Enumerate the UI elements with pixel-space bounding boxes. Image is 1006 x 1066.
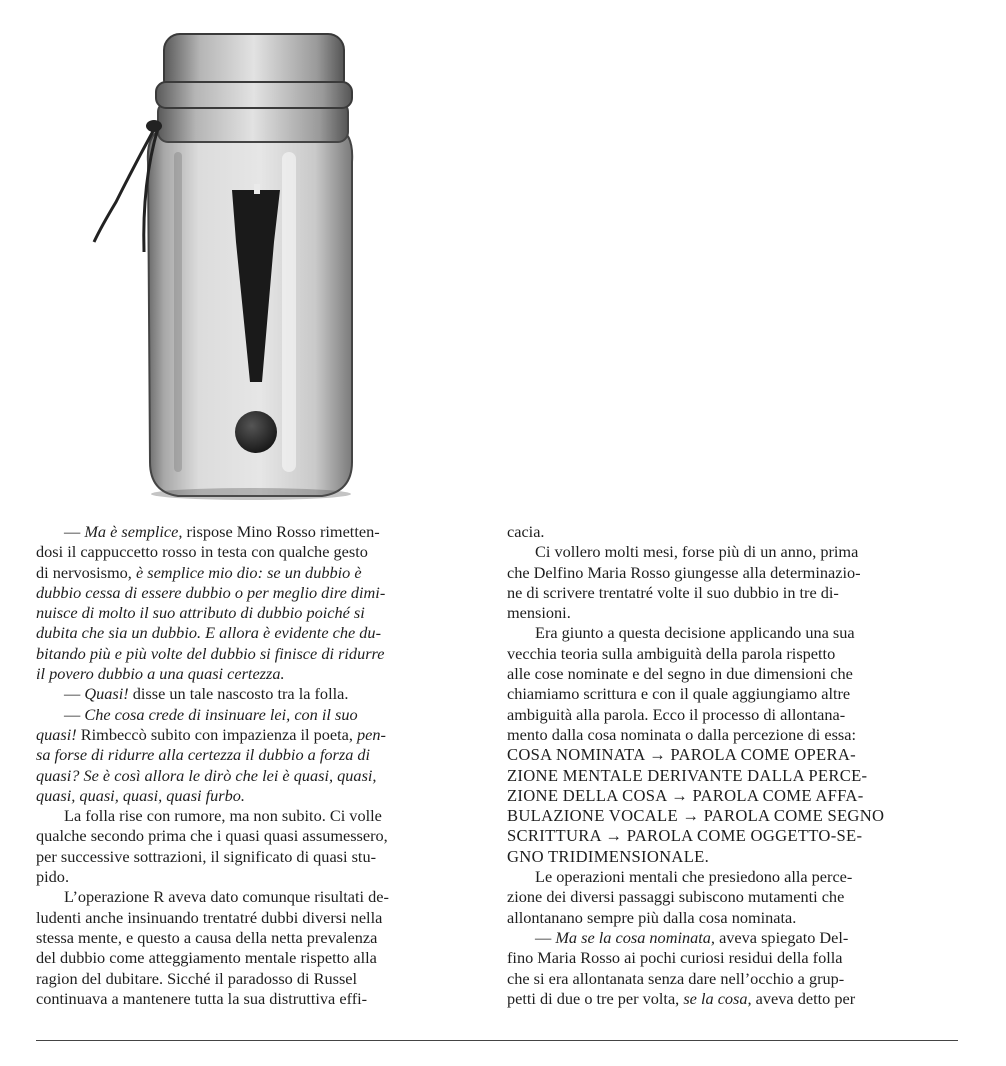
text-span: qualche secondo prima che i quasi quasi assumessero, [36, 826, 388, 846]
bottom-rule-divider [36, 1040, 958, 1041]
caps-span: SCRITTURA → PAROLA COME OGGETTO-SE- [507, 826, 863, 846]
text-span: Era giunto a questa decisione applicando una sua [535, 623, 855, 643]
italic-span: Quasi! [84, 684, 129, 704]
text-span: chiamiamo scrittura e con il quale aggiungiamo altre [507, 684, 851, 704]
italic-span: Ma se la cosa nominata, [555, 927, 715, 947]
text-span: di nervosismo, [36, 562, 136, 582]
italic-span: è semplice mio dio: se un dubbio è [135, 562, 362, 582]
paragraph [507, 623, 959, 867]
text-span: del dubbio come atteggiamento mentale rispetto alla [36, 948, 377, 968]
italic-span: nuisce di molto il suo attributo di dubbio poiché si [36, 603, 365, 623]
text-span: mento dalla cosa nominata o dalla percezione di essa: [507, 724, 857, 744]
text-span: zione dei diversi passaggi subiscono mutamenti che [507, 887, 845, 907]
right-text-column [507, 522, 959, 1009]
italic-span: Ma è semplice, [84, 522, 183, 541]
paragraph [507, 522, 959, 542]
text-span: cacia. [507, 522, 545, 541]
text-span: ne di scrivere trentatré volte il suo dubbio in tre di- [507, 582, 839, 602]
italic-span: quasi? Se è così allora le dirò che lei è quasi, quasi, [36, 765, 377, 785]
caps-span: GNO TRIDIMENSIONALE. [507, 846, 710, 866]
text-span: allontanano sempre più dalla cosa nominata. [507, 907, 797, 927]
text-span: L’operazione R aveva dato comunque risultati de- [64, 887, 389, 907]
italic-span: se la cosa, [683, 988, 752, 1008]
italic-span: Che cosa crede di insinuare lei, con il suo [84, 704, 358, 724]
paragraph [36, 806, 484, 887]
text-span: rispose Mino Rosso rimetten- [182, 522, 380, 541]
text-span: che si era allontanata senza dare nell’occhio a grup- [507, 968, 845, 988]
italic-span: dubbio cessa di essere dubbio o per meglio dire dimi- [36, 582, 386, 602]
caps-span: ZIONE DELLA COSA → PAROLA COME AFFA- [507, 785, 864, 805]
text-span: per successive sottrazioni, il significato di quasi stu- [36, 846, 377, 866]
text-span: mensioni. [507, 603, 571, 623]
italic-span: sa forse di ridurre alla certezza il dubbio a forza di [36, 745, 371, 765]
text-span: alle cose nominate e del segno in due dimensioni che [507, 664, 853, 684]
text-span: — [64, 684, 85, 704]
text-span: petti di due o tre per volta, [507, 988, 684, 1008]
italic-span: dubita che sia un dubbio. E allora è evidente che du- [36, 623, 381, 643]
left-text-column [36, 522, 484, 1009]
text-span: vecchia teoria sulla ambiguità della parola rispetto [507, 643, 836, 663]
caps-span: COSA NOMINATA → PAROLA COME OPERA- [507, 745, 856, 765]
jar-photograph [86, 22, 376, 504]
text-span: Ci vollero molti mesi, forse più di un anno, prima [535, 542, 859, 562]
text-span: continuava a mantenere tutta la sua distruttiva effi- [36, 988, 368, 1008]
italic-span: quasi! [36, 724, 77, 744]
text-span: fino Maria Rosso ai pochi curiosi residui della folla [507, 948, 843, 968]
paragraph [36, 887, 484, 1009]
text-span: — [535, 927, 556, 947]
italic-span: pen- [357, 724, 386, 744]
text-span: ragion del dubitare. Sicché il paradosso di Russel [36, 968, 358, 988]
text-span: Le operazioni mentali che presiedono alla perce- [535, 867, 853, 887]
text-span: ludenti anche insinuando trentatré dubbi diversi nella [36, 907, 383, 927]
italic-span: quasi, quasi, quasi, quasi furbo. [36, 785, 245, 805]
text-span: aveva detto per [751, 988, 856, 1008]
text-span: stessa mente, e questo a causa della netta prevalenza [36, 927, 378, 947]
text-span: dosi il cappuccetto rosso in testa con qualche gesto [36, 542, 368, 562]
text-span: Rimbeccò subito con impazienza il poeta, [76, 724, 358, 744]
caps-span: ZIONE MENTALE DERIVANTE DALLA PERCE- [507, 765, 868, 785]
paragraph [36, 705, 484, 806]
italic-span: bitando più e più volte del dubbio si finisce di ridurre [36, 643, 385, 663]
paragraph [507, 867, 959, 928]
paragraph [36, 684, 484, 704]
text-span: — [64, 522, 85, 541]
glass-jar-with-exclamation-mark-icon [86, 22, 376, 504]
paragraph [507, 928, 959, 1009]
paragraph [507, 542, 959, 623]
paragraph [36, 522, 484, 684]
caps-span: BULAZIONE VOCALE → PAROLA COME SEGNO [507, 806, 885, 826]
italic-span: il povero dubbio a una quasi certezza. [36, 664, 285, 684]
text-span: aveva spiegato Del- [715, 927, 849, 947]
text-span: — [64, 704, 85, 724]
text-span: disse un tale nascosto tra la folla. [128, 684, 349, 704]
text-span: pido. [36, 867, 70, 887]
text-span: La folla rise con rumore, ma non subito. Ci volle [64, 806, 382, 826]
text-span: ambiguità alla parola. Ecco il processo di allontana- [507, 704, 846, 724]
text-span: che Delfino Maria Rosso giungesse alla determinazio- [507, 562, 861, 582]
